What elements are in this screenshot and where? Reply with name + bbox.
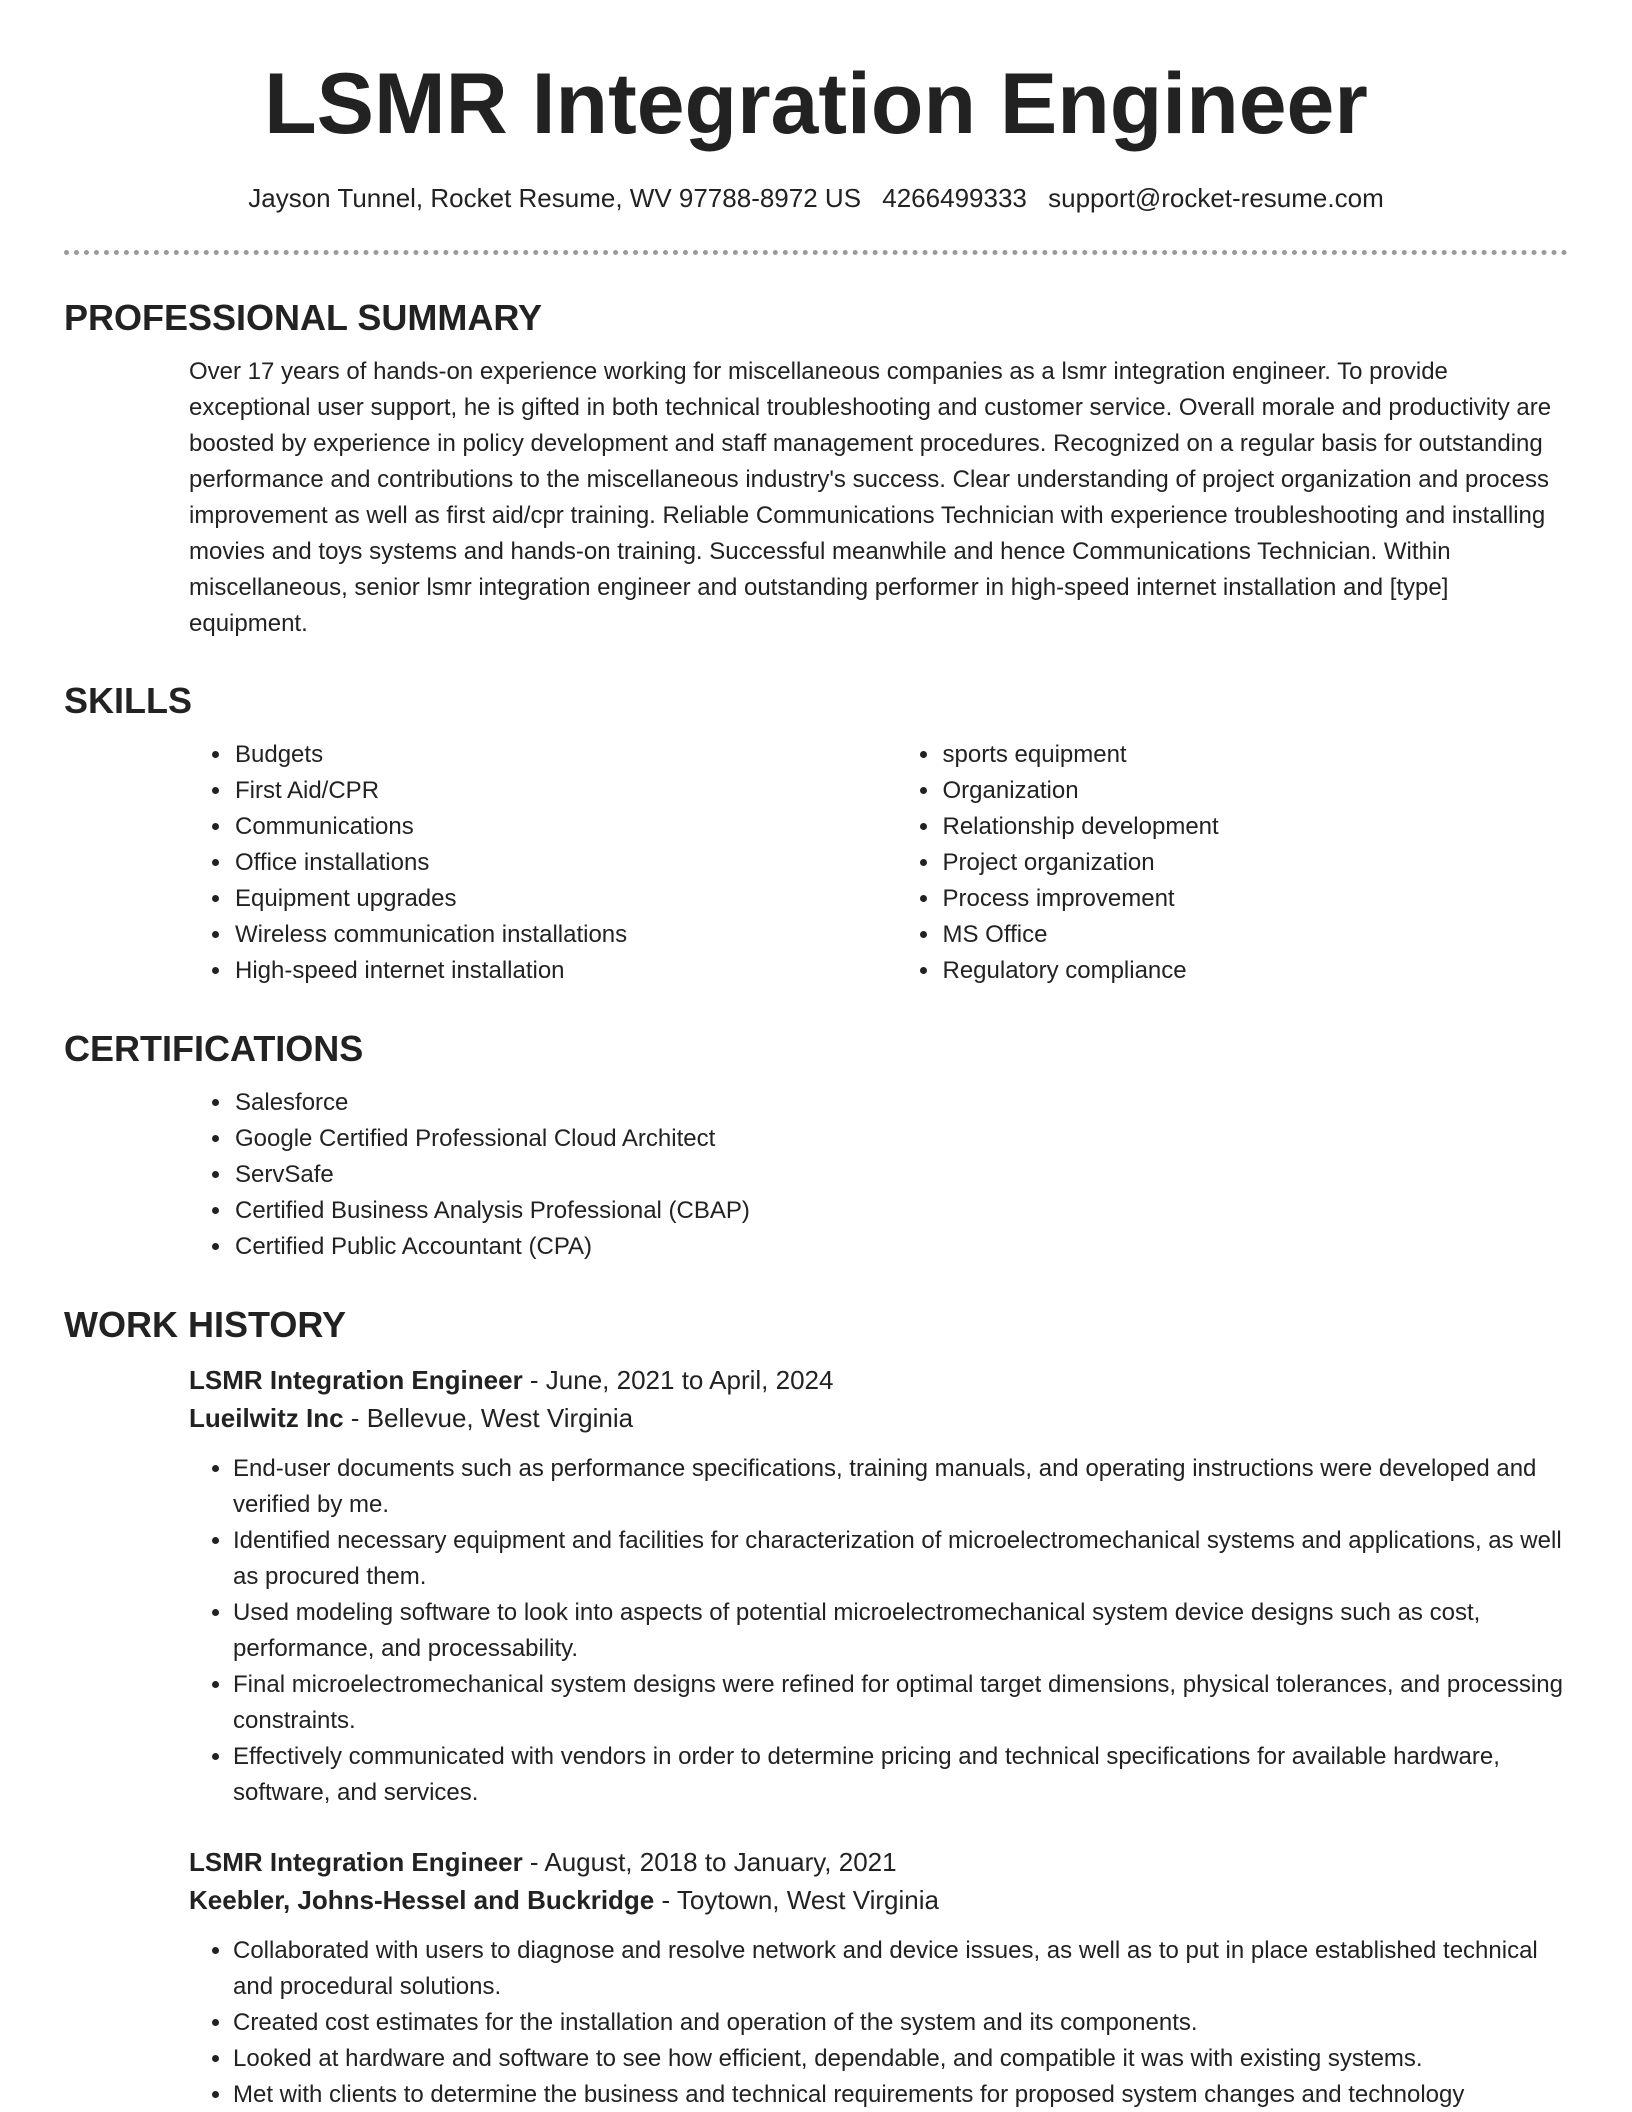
certification-item: • Salesforce (233, 1085, 1568, 1121)
skill-item: • Project organization (941, 845, 1569, 881)
job-duties-list (189, 1451, 1568, 1811)
certification-item: • Certified Business Analysis Professional (CBAP) (233, 1193, 1568, 1229)
work-history-section (64, 1303, 1568, 2112)
work-history-heading: WORK HISTORY (64, 1304, 347, 1345)
job-duty: • Met with clients to determine the business and technical requirements for proposed system changes and technology (233, 2077, 1568, 2112)
job-duty: • Effectively communicated with vendors in order to determine pricing and technical specifications for available hardware, software, and services. (233, 1739, 1568, 1811)
job-dates: June, 2021 to April, 2024 (545, 1365, 834, 1395)
summary-text: Over 17 years of hands-on experience working for miscellaneous companies as a lsmr integration engineer. To provide exceptional user support, he is gifted in both technical troubleshooting and customer service. Overall morale and productivity are boosted by experience in policy development and staff management procedures. Recognized on a regular basis for outstanding performance and contributions to the miscellaneous industry's success. Clear understanding of project organization and process improvement as well as first aid/cpr training. Reliable Communications Technician with experience troubleshooting and installing movies and toys systems and hands-on training. Successful meanwhile and hence Communications Technician. Within miscellaneous, senior lsmr integration engineer and outstanding performer in high-speed internet installation and [type] equipment. (189, 358, 1552, 637)
certification-item: • Google Certified Professional Cloud Architect (233, 1121, 1568, 1157)
job-location: Toytown, West Virginia (676, 1885, 939, 1915)
job-duties-list (189, 1933, 1568, 2112)
certifications-list (64, 1085, 1568, 1265)
job-title-line: LSMR Integration Engineer - August, 2018 to January, 2021 (189, 1847, 897, 1877)
job-entry (64, 1843, 1568, 2112)
skills-section (64, 679, 1568, 989)
job-duty: • Collaborated with users to diagnose and resolve network and device issues, as well as to put in place established technical and procedural solutions. (233, 1933, 1568, 2005)
skill-item: • High-speed internet installation (233, 953, 901, 989)
job-duty: • Used modeling software to look into aspects of potential microelectromechanical system device designs such as cost, performance, and processability. (233, 1595, 1568, 1667)
job-title-line: LSMR Integration Engineer - June, 2021 to April, 2024 (189, 1365, 834, 1395)
skill-item: • Wireless communication installations (233, 917, 901, 953)
skills-list-left (64, 737, 901, 989)
job-duty: • Identified necessary equipment and facilities for characterization of microelectromechanical systems and applications, as well as procured them. (233, 1523, 1568, 1595)
resume-title: LSMR Integration Engineer (264, 56, 1368, 152)
certifications-section (64, 1027, 1568, 1265)
certification-item: • Certified Public Accountant (CPA) (233, 1229, 1568, 1265)
job-company-line: Keebler, Johns-Hessel and Buckridge - Toytown, West Virginia (189, 1885, 939, 1915)
contact-email: support@rocket-resume.com (1048, 183, 1384, 213)
job-location: Bellevue, West Virginia (366, 1403, 634, 1433)
job-company: Keebler, Johns-Hessel and Buckridge (189, 1885, 655, 1915)
job-title: LSMR Integration Engineer (189, 1847, 523, 1877)
skill-item: • Process improvement (941, 881, 1569, 917)
skills-columns (64, 737, 1568, 989)
summary-section (64, 296, 1568, 642)
job-title: LSMR Integration Engineer (189, 1365, 523, 1395)
skill-item: • Organization (941, 773, 1569, 809)
job-duty: • Final microelectromechanical system designs were refined for optimal target dimensions, physical tolerances, and processing constraints. (233, 1667, 1568, 1739)
skill-item: • Office installations (233, 845, 901, 881)
skill-item: • sports equipment (941, 737, 1569, 773)
skill-item: • Relationship development (941, 809, 1569, 845)
contact-line (0, 180, 1632, 216)
contact-address: Jayson Tunnel, Rocket Resume, WV 97788-8972 US (248, 183, 862, 213)
header-divider (64, 250, 1568, 255)
summary-heading: PROFESSIONAL SUMMARY (64, 297, 543, 338)
skills-heading: SKILLS (64, 680, 193, 721)
skill-item: • First Aid/CPR (233, 773, 901, 809)
job-entry (64, 1361, 1568, 1811)
certifications-heading: CERTIFICATIONS (64, 1028, 364, 1069)
contact-phone: 4266499333 (882, 183, 1027, 213)
skill-item: • Communications (233, 809, 901, 845)
job-company: Lueilwitz Inc (189, 1403, 344, 1433)
job-company-line: Lueilwitz Inc - Bellevue, West Virginia (189, 1403, 634, 1433)
job-duty: • End-user documents such as performance specifications, training manuals, and operating instructions were developed and verified by me. (233, 1451, 1568, 1523)
job-dates: August, 2018 to January, 2021 (544, 1847, 897, 1877)
job-duty: • Created cost estimates for the installation and operation of the system and its components. (233, 2005, 1568, 2041)
skill-item: • Regulatory compliance (941, 953, 1569, 989)
skill-item: • Equipment upgrades (233, 881, 901, 917)
skills-list-right (901, 737, 1569, 989)
skill-item: • Budgets (233, 737, 901, 773)
job-duty: • Looked at hardware and software to see how efficient, dependable, and compatible it was with existing systems. (233, 2041, 1568, 2077)
skill-item: • MS Office (941, 917, 1569, 953)
certification-item: • ServSafe (233, 1157, 1568, 1193)
